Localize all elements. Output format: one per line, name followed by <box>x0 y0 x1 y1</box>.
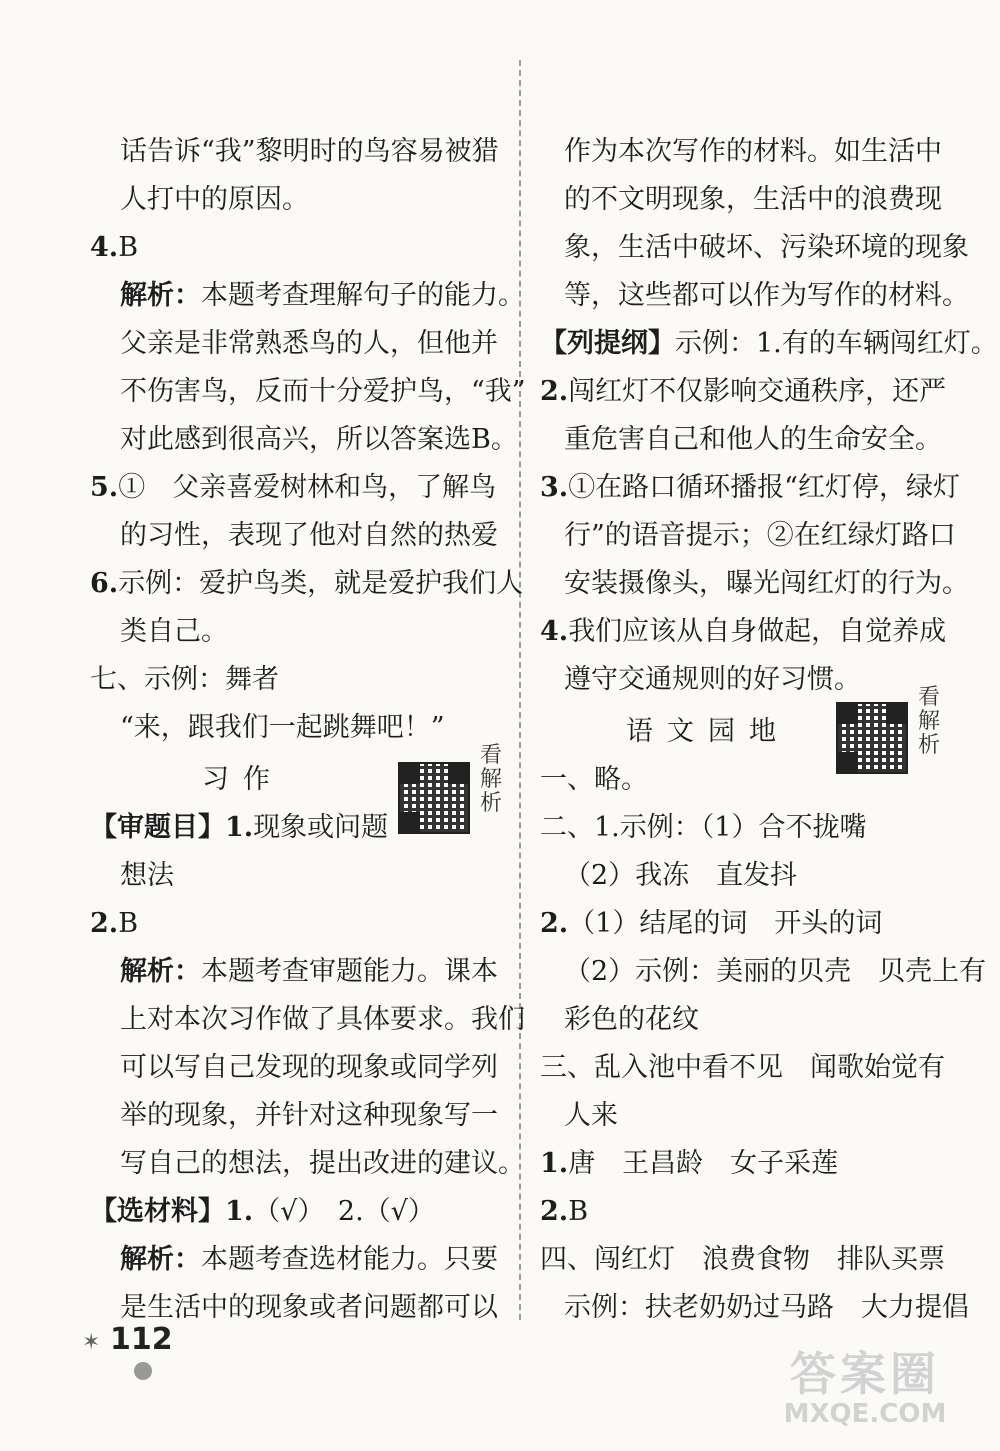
text-line <box>90 852 510 900</box>
item-number: 3. <box>540 472 569 503</box>
line-text: 遵守交通规则的好习惯。 <box>564 664 861 695</box>
text-line <box>540 512 955 560</box>
line-text: 是生活中的现象或者问题都可以 <box>120 1292 498 1323</box>
text-line <box>540 1140 955 1188</box>
line-text: 七、示例：舞者 <box>90 664 279 695</box>
line-text: 安装摄像头，曝光闯红灯的行为。 <box>564 568 969 599</box>
text-line <box>90 320 510 368</box>
line-text: 不伤害鸟，反而十分爱护鸟，“我” <box>120 376 526 407</box>
text-line <box>540 176 955 224</box>
bold-label: 解析： <box>120 1244 201 1275</box>
column-divider <box>519 60 521 1320</box>
line-text: 对此感到很高兴，所以答案选B。 <box>120 424 518 455</box>
line-text: 唐 王昌龄 女子采莲 <box>568 1148 839 1179</box>
line-text: 二、1.示例：（1）合不拢嘴 <box>540 812 867 843</box>
line-text: 示例：爱护鸟类，就是爱护我们人 <box>118 568 524 599</box>
item-number: 2. <box>90 908 119 939</box>
line-text: 人打中的原因。 <box>120 184 309 215</box>
line-text: 父亲是非常熟悉鸟的人，但他并 <box>120 328 498 359</box>
qr-code-icon[interactable] <box>398 762 470 834</box>
text-line <box>540 656 955 704</box>
text-line <box>540 608 955 656</box>
text-line <box>90 1140 525 1188</box>
section-header-xizuo <box>90 743 510 816</box>
text-line <box>540 1044 955 1092</box>
section-title: 习作 <box>202 764 284 795</box>
line-text: （2）我冻 直发抖 <box>564 860 798 891</box>
line-text: 本题考查选材能力。只要 <box>201 1244 498 1275</box>
text-line <box>90 900 510 948</box>
line-text: 的习性，表现了他对自然的热爱 <box>120 520 498 551</box>
page-number: 112 <box>110 1322 173 1357</box>
text-line <box>90 704 510 752</box>
text-line <box>90 1092 510 1140</box>
text-line <box>540 224 969 272</box>
text-line <box>90 368 526 416</box>
item-number: 4. <box>90 232 119 263</box>
text-line <box>90 1236 510 1284</box>
line-text: B <box>118 232 139 263</box>
qr-label: 看 解 析 <box>917 685 940 758</box>
item-number: 1. <box>540 1148 569 1179</box>
text-line <box>90 416 518 464</box>
text-line <box>90 176 510 224</box>
line-text: 示例：1.有的车辆闯红灯。 <box>675 328 998 359</box>
text-line <box>540 804 955 852</box>
text-line <box>540 996 955 1044</box>
line-text: B <box>118 908 139 939</box>
line-text: 上对本次习作做了具体要求。我们 <box>120 1004 525 1035</box>
right-column <box>540 128 998 1332</box>
text-line <box>540 416 955 464</box>
item-number: 2. <box>540 376 569 407</box>
section-title: 语文园地 <box>626 716 790 747</box>
section-header-yuwenyuandi <box>540 685 955 758</box>
text-line <box>90 608 510 656</box>
text-line <box>540 1284 969 1332</box>
line-text: 闯红灯不仅影响交通秩序，还严 <box>568 376 947 407</box>
line-text: 人来 <box>564 1100 618 1131</box>
qr-code-icon[interactable] <box>836 702 908 774</box>
left-answer-lines <box>90 128 526 752</box>
item-number: 2. <box>540 1196 569 1227</box>
text-line <box>540 852 955 900</box>
line-text: B <box>568 1196 589 1227</box>
line-text: 可以写自己发现的现象或同学列 <box>120 1052 498 1083</box>
text-line <box>540 320 998 368</box>
text-line <box>90 512 510 560</box>
text-line <box>540 1092 955 1140</box>
bold-label: 【审题目】1. <box>90 812 254 843</box>
line-text: 类自己。 <box>120 616 228 647</box>
text-line <box>90 1188 510 1236</box>
line-text: （1）结尾的词 开头的词 <box>568 908 883 939</box>
text-line <box>90 560 524 608</box>
item-number: 2. <box>540 908 569 939</box>
line-text: 写自己的想法，提出改进的建议。 <box>120 1148 525 1179</box>
item-number: 6. <box>90 568 119 599</box>
line-text: ①在路口循环播报“红灯停，绿灯 <box>568 472 960 503</box>
line-text: 我们应该从自身做起，自觉养成 <box>568 616 947 647</box>
right-answer-lines <box>540 128 998 704</box>
bold-label: 解析： <box>120 280 201 311</box>
line-text: 现象或问题 <box>253 812 389 843</box>
line-text: 的不文明现象，生活中的浪费现 <box>564 184 942 215</box>
text-line <box>540 128 955 176</box>
text-line <box>540 1236 955 1284</box>
text-line <box>540 1188 955 1236</box>
line-text: 三、乱入池中看不见 闻歌始觉有 <box>540 1052 945 1083</box>
text-line <box>540 464 960 512</box>
decor-dot <box>134 1362 152 1380</box>
text-line <box>90 948 510 996</box>
bold-label: 【列提纲】 <box>540 328 675 359</box>
line-text: 等，这些都可以作为写作的材料。 <box>564 280 969 311</box>
line-text: ① 父亲喜爱树林和鸟，了解鸟 <box>118 472 497 503</box>
text-line <box>90 272 525 320</box>
line-text: 象，生活中破坏、污染环境的现象 <box>564 232 969 263</box>
right-answer-lines-2 <box>540 756 987 1332</box>
item-number: 5. <box>90 472 119 503</box>
line-text: 彩色的花纹 <box>564 1004 699 1035</box>
text-line <box>90 656 510 704</box>
text-line <box>90 996 525 1044</box>
qr-label: 看 解 析 <box>479 743 502 816</box>
text-line <box>540 560 969 608</box>
text-line <box>540 368 955 416</box>
line-text: （√） 2.（√） <box>253 1196 435 1227</box>
line-text: “来，跟我们一起跳舞吧！” <box>120 712 445 743</box>
line-text: 一、略。 <box>540 764 648 795</box>
text-line <box>90 224 510 272</box>
line-text: 举的现象，并针对这种现象写一 <box>120 1100 498 1131</box>
left-column <box>90 128 526 1332</box>
bold-label: 【选材料】1. <box>90 1196 254 1227</box>
line-text: 示例：扶老奶奶过马路 大力提倡 <box>564 1292 969 1323</box>
line-text: 本题考查审题能力。课本 <box>201 956 498 987</box>
watermark: 答案圈 MXQE.COM <box>783 1347 947 1429</box>
text-line <box>90 1044 510 1092</box>
line-text: 行”的语音提示；②在红绿灯路口 <box>564 520 956 551</box>
left-answer-lines-2 <box>90 804 525 1332</box>
text-line <box>540 900 955 948</box>
line-text: 重危害自己和他人的生命安全。 <box>564 424 942 455</box>
line-text: （2）示例：美丽的贝壳 贝壳上有 <box>564 956 987 987</box>
bold-label: 解析： <box>120 956 201 987</box>
line-text: 作为本次写作的材料。如生活中 <box>564 136 942 167</box>
line-text: 本题考查理解句子的能力。 <box>201 280 525 311</box>
text-line <box>90 128 510 176</box>
text-line <box>540 948 987 996</box>
line-text: 话告诉“我”黎明时的鸟容易被猎 <box>120 136 499 167</box>
text-line <box>90 464 510 512</box>
line-text: 想法 <box>120 860 174 891</box>
star-icon: ✶ <box>82 1330 101 1355</box>
text-line <box>540 272 969 320</box>
item-number: 4. <box>540 616 569 647</box>
line-text: 四、闯红灯 浪费食物 排队买票 <box>540 1244 945 1275</box>
